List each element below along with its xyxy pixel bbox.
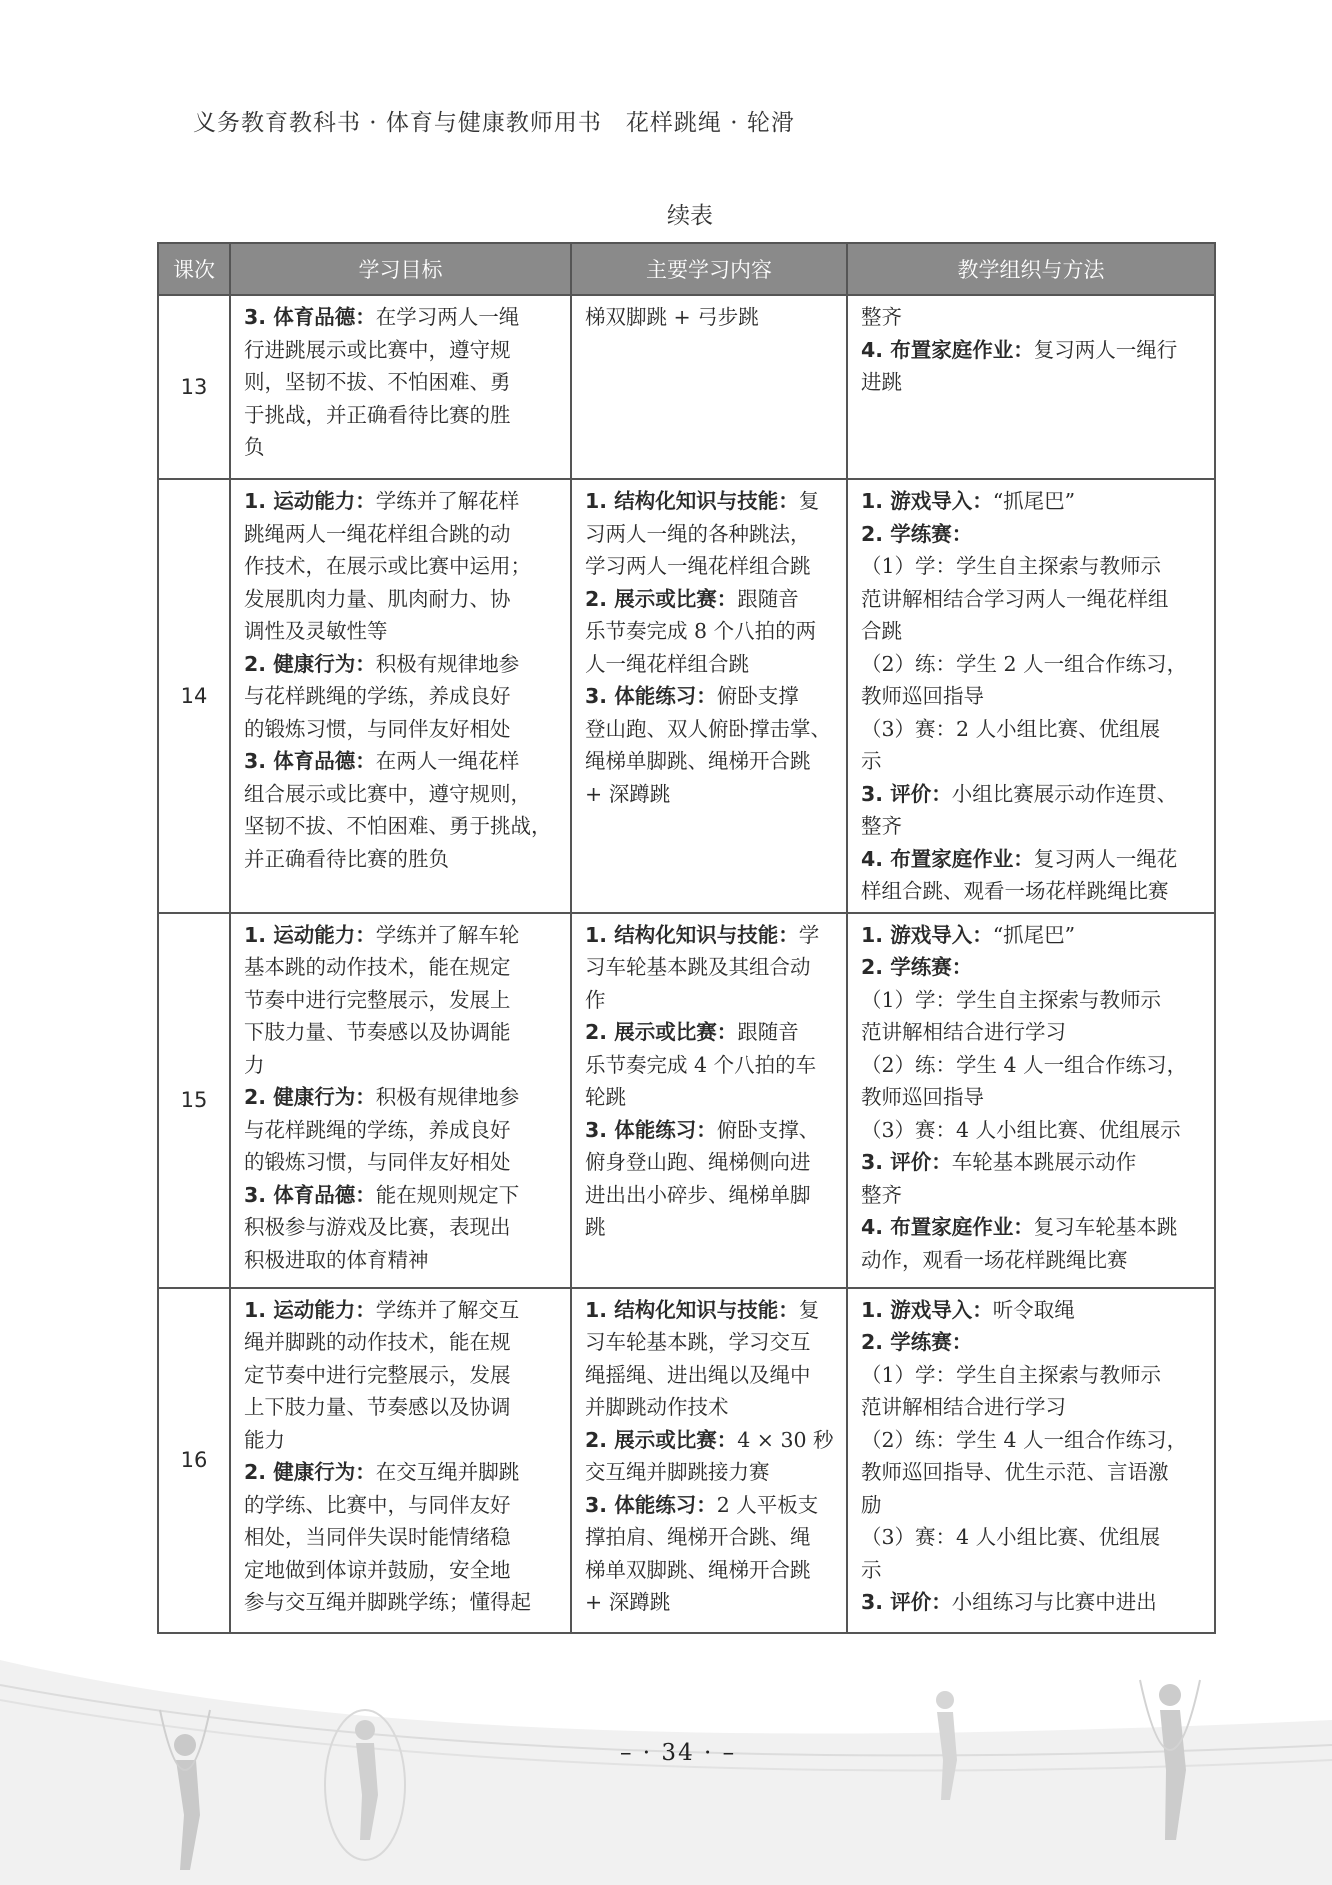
text-segment: 能在规则规定下: [375, 1182, 520, 1207]
keyword-label: 2. 展示或比赛：: [585, 1020, 738, 1044]
cell-line: [585, 1521, 836, 1554]
cell-line: [244, 1244, 560, 1277]
cell-line: [244, 550, 560, 583]
text-segment: 乐节奏完成 8 个八拍的两: [585, 619, 817, 643]
text-segment: 习两人一绳的各种跳法，: [585, 521, 811, 546]
keyword-label: 1. 运动能力：: [244, 1297, 376, 1322]
cell-line: [244, 1489, 560, 1522]
keyword-label: 1. 游戏导入：: [861, 489, 993, 513]
cell-line: [244, 984, 560, 1017]
cell-line: [861, 1211, 1204, 1244]
cell-line: [861, 615, 1204, 648]
cell-line: [585, 648, 836, 681]
text-segment: （2）练：学生 4 人一组合作练习，: [861, 1052, 1188, 1077]
cell-line: [861, 1391, 1204, 1424]
cell-line: [244, 334, 560, 367]
text-segment: 车轮基本跳展示动作: [951, 1150, 1137, 1174]
cell-line: [861, 810, 1204, 843]
cell-line: [244, 1211, 560, 1244]
cell-line: [861, 1179, 1204, 1212]
keyword-label: 1. 运动能力：: [244, 489, 376, 513]
cell-line: [244, 810, 560, 843]
cell-line: [861, 648, 1204, 681]
cell-line: [244, 745, 560, 778]
text-segment: 乐节奏完成 4 个八拍的车: [585, 1052, 817, 1077]
table-caption: 续表: [667, 203, 713, 229]
table-row: [158, 295, 1215, 479]
cell-line: [585, 1179, 836, 1212]
text-segment: 上下肢力量、节奏感以及协调: [244, 1395, 511, 1419]
cell-line: [244, 680, 560, 713]
cell-line: [861, 984, 1204, 1017]
methods-cell: [847, 295, 1215, 479]
keyword-label: 2. 健康行为：: [244, 1085, 376, 1109]
cell-line: [585, 1146, 836, 1179]
cell-line: [861, 1244, 1204, 1277]
cell-line: [244, 1391, 560, 1424]
keyword-label: 3. 评价：: [861, 1150, 952, 1174]
cell-line: [585, 1211, 836, 1244]
content-cell: [571, 913, 847, 1288]
cell-line: [585, 1016, 836, 1049]
text-segment: 学练并了解车轮: [375, 922, 520, 947]
cell-line: [585, 583, 836, 616]
text-segment: 与花样跳绳的学练，养成良好: [244, 684, 511, 708]
text-segment: 学练并了解交互: [375, 1297, 520, 1322]
running-header: 义务教育教科书 · 体育与健康教师用书 花样跳绳 · 轮滑: [193, 110, 795, 136]
text-segment: 梯单双脚跳、绳梯开合跳: [585, 1557, 811, 1582]
text-segment: 参与交互绳并脚跳学练；懂得起: [244, 1590, 531, 1614]
text-segment: 示: [861, 749, 882, 773]
text-segment: （2）练：学生 4 人一组合作练习，: [861, 1427, 1188, 1452]
cell-line: [244, 431, 560, 464]
keyword-label: 3. 体能练习：: [585, 1492, 717, 1517]
text-segment: 范讲解相结合学习两人一绳花样组: [861, 586, 1169, 611]
cell-line: [244, 1326, 560, 1359]
text-segment: 与花样跳绳的学练，养成良好: [244, 1117, 511, 1142]
text-segment: 教师巡回指导、优生示范、言语激: [861, 1460, 1169, 1484]
content-cell: [571, 1288, 847, 1633]
lesson-number: 14: [158, 479, 230, 913]
text-segment: 学: [798, 922, 820, 947]
keyword-label: 1. 游戏导入：: [861, 1297, 993, 1322]
content-cell: [571, 295, 847, 479]
text-segment: 绳摇绳、进出绳以及绳中: [585, 1362, 811, 1387]
cell-line: [585, 1424, 836, 1457]
cell-line: [861, 713, 1204, 746]
table-row: [158, 913, 1215, 1288]
keyword-label: 1. 结构化知识与技能：: [585, 489, 799, 513]
text-segment: 于挑战，并正确看待比赛的胜: [244, 402, 511, 427]
text-segment: 整齐: [861, 305, 902, 329]
cell-line: [861, 1359, 1204, 1392]
cell-line: [244, 366, 560, 399]
lesson-number: 15: [158, 913, 230, 1288]
table-row: [158, 479, 1215, 913]
cell-line: [861, 583, 1204, 616]
cell-line: [244, 1016, 560, 1049]
cell-line: [861, 1081, 1204, 1114]
text-segment: “抓尾巴”: [992, 922, 1076, 947]
cell-line: [244, 843, 560, 876]
text-segment: 调性及灵敏性等: [244, 619, 388, 643]
text-segment: 作: [585, 987, 606, 1012]
text-segment: 节奏中进行完整展示，发展上: [244, 987, 511, 1012]
text-segment: 的锻炼习惯，与同伴友好相处: [244, 1150, 511, 1174]
cell-line: [244, 1294, 560, 1327]
text-segment: 撑拍肩、绳梯开合跳、绳: [585, 1525, 811, 1549]
text-segment: 进跳: [861, 370, 902, 394]
keyword-label: 3. 体能练习：: [585, 684, 717, 708]
text-segment: 习车轮基本跳，学习交互: [585, 1330, 811, 1354]
cell-line: [585, 919, 836, 952]
keyword-label: 4. 布置家庭作业：: [861, 846, 1034, 871]
cell-line: [861, 1294, 1204, 1327]
cell-line: [585, 301, 836, 334]
methods-cell: [847, 913, 1215, 1288]
cell-line: [861, 1016, 1204, 1049]
text-segment: 学练并了解花样: [375, 489, 520, 513]
column-header: 课次: [158, 243, 230, 295]
cell-line: [244, 518, 560, 551]
cell-line: [861, 778, 1204, 811]
text-segment: + 深蹲跳: [585, 1590, 671, 1614]
text-segment: 跳绳两人一绳花样组合跳的动: [244, 521, 511, 546]
cell-line: [585, 1294, 836, 1327]
text-segment: 教师巡回指导: [861, 1085, 984, 1109]
text-segment: 样组合跳、观看一场花样跳绳比赛: [861, 879, 1169, 903]
cell-line: [861, 550, 1204, 583]
cell-line: [244, 713, 560, 746]
text-segment: 跳: [585, 1215, 606, 1239]
cell-line: [244, 1049, 560, 1082]
text-segment: 整齐: [861, 1182, 902, 1207]
cell-line: [585, 518, 836, 551]
text-segment: + 深蹲跳: [585, 781, 671, 806]
cell-line: [861, 1146, 1204, 1179]
cell-line: [244, 1114, 560, 1147]
keyword-label: 3. 评价：: [861, 1590, 952, 1614]
cell-line: [585, 550, 836, 583]
keyword-label: 4. 布置家庭作业：: [861, 337, 1034, 362]
text-segment: 人一绳花样组合跳: [585, 651, 749, 676]
text-segment: 复习两人一绳花: [1033, 846, 1178, 871]
text-segment: 相处，当同伴失误时能情绪稳: [244, 1525, 511, 1549]
text-segment: 范讲解相结合进行学习: [861, 1395, 1066, 1419]
methods-cell: [847, 479, 1215, 913]
keyword-label: 1. 结构化知识与技能：: [585, 1297, 799, 1322]
cell-line: [244, 583, 560, 616]
text-segment: （2）练：学生 2 人一组合作练习，: [861, 651, 1188, 676]
text-segment: 复: [798, 1297, 820, 1322]
text-segment: 绳并脚跳的动作技术，能在规: [244, 1330, 511, 1354]
goals-cell: [230, 1288, 571, 1633]
keyword-label: 3. 体育品德：: [244, 749, 376, 773]
text-segment: 负: [244, 435, 265, 459]
cell-line: [244, 919, 560, 952]
table-row: [158, 1288, 1215, 1633]
text-segment: 4 × 30 秒: [737, 1427, 834, 1452]
text-segment: 积极参与游戏及比赛，表现出: [244, 1215, 511, 1239]
cell-line: [861, 1554, 1204, 1587]
text-segment: 基本跳的动作技术，能在规定: [244, 955, 511, 979]
text-segment: 的学练、比赛中，与同伴友好: [244, 1492, 511, 1517]
cell-line: [585, 713, 836, 746]
cell-line: [585, 745, 836, 778]
text-segment: 发展肌肉力量、肌肉耐力、协: [244, 586, 511, 611]
text-segment: 跟随音: [737, 586, 799, 611]
keyword-label: 3. 评价：: [861, 781, 952, 806]
keyword-label: 2. 学练赛：: [861, 955, 973, 979]
goals-cell: [230, 295, 571, 479]
cell-line: [244, 648, 560, 681]
cell-line: [861, 1456, 1204, 1489]
cell-line: [585, 485, 836, 518]
cell-line: [585, 615, 836, 648]
text-segment: 复习车轮基本跳: [1033, 1215, 1178, 1239]
cell-line: [585, 778, 836, 811]
text-segment: 俯卧支撑: [716, 684, 799, 708]
methods-cell: [847, 1288, 1215, 1633]
column-header: 主要学习内容: [571, 243, 847, 295]
text-segment: 积极有规律地参: [375, 651, 520, 676]
text-segment: 坚韧不拔、不怕困难、勇于挑战，: [244, 814, 552, 838]
text-segment: 力: [244, 1052, 265, 1077]
keyword-label: 2. 健康行为：: [244, 651, 376, 676]
text-segment: 习车轮基本跳及其组合动: [585, 955, 811, 979]
lesson-number: 13: [158, 295, 230, 479]
text-segment: 范讲解相结合进行学习: [861, 1020, 1066, 1044]
cell-line: [861, 366, 1204, 399]
text-segment: 进出出小碎步、绳梯单脚: [585, 1182, 811, 1207]
text-segment: 动作，观看一场花样跳绳比赛: [861, 1247, 1128, 1272]
text-segment: 小组练习与比赛中进出: [951, 1590, 1157, 1614]
cell-line: [244, 1424, 560, 1457]
cell-line: [244, 1146, 560, 1179]
text-segment: 组合展示或比赛中，遵守规则，: [244, 781, 531, 806]
lesson-number: 16: [158, 1288, 230, 1633]
text-segment: 整齐: [861, 814, 902, 838]
text-segment: （1）学：学生自主探索与教师示: [861, 1362, 1162, 1387]
cell-line: [861, 1049, 1204, 1082]
keyword-label: 3. 体能练习：: [585, 1117, 717, 1142]
keyword-label: 2. 学练赛：: [861, 521, 973, 546]
text-segment: （3）赛：2 人小组比赛、优组展: [861, 716, 1161, 741]
cell-line: [861, 334, 1204, 367]
cell-line: [861, 485, 1204, 518]
table-body: [158, 295, 1215, 1633]
cell-line: [585, 1359, 836, 1392]
cell-line: [861, 301, 1204, 334]
text-segment: 登山跑、双人俯卧撑击掌、: [585, 716, 831, 741]
text-segment: 听令取绳: [992, 1297, 1075, 1322]
cell-line: [861, 843, 1204, 876]
text-segment: 复习两人一绳行: [1033, 337, 1178, 362]
text-segment: 复: [798, 489, 820, 513]
text-segment: 励: [861, 1492, 882, 1517]
cell-line: [585, 1326, 836, 1359]
text-segment: 2 人平板支: [716, 1492, 819, 1517]
text-segment: 积极有规律地参: [375, 1085, 520, 1109]
goals-cell: [230, 913, 571, 1288]
cell-line: [861, 1424, 1204, 1457]
text-segment: “抓尾巴”: [992, 489, 1076, 513]
cell-line: [244, 951, 560, 984]
text-segment: 小组比赛展示动作连贯、: [951, 781, 1178, 806]
table-header-row: [158, 243, 1215, 295]
content-cell: [571, 479, 847, 913]
text-segment: 能力: [244, 1427, 285, 1452]
cell-line: [585, 1554, 836, 1587]
text-segment: 并脚跳动作技术: [585, 1395, 729, 1419]
cell-line: [861, 1521, 1204, 1554]
cell-line: [585, 1114, 836, 1147]
cell-line: [861, 875, 1204, 908]
cell-line: [861, 1326, 1204, 1359]
text-segment: 教师巡回指导: [861, 684, 984, 708]
text-segment: 示: [861, 1557, 882, 1582]
text-segment: 交互绳并脚跳接力赛: [585, 1460, 770, 1484]
cell-line: [244, 615, 560, 648]
keyword-label: 2. 学练赛：: [861, 1330, 973, 1354]
text-segment: （1）学：学生自主探索与教师示: [861, 987, 1162, 1012]
text-segment: 下肢力量、节奏感以及协调能: [244, 1020, 511, 1044]
cell-line: [585, 1456, 836, 1489]
cell-line: [585, 951, 836, 984]
cell-line: [861, 745, 1204, 778]
cell-line: [244, 1081, 560, 1114]
cell-line: [861, 680, 1204, 713]
text-segment: 俯卧支撑、: [716, 1117, 820, 1142]
text-segment: 并正确看待比赛的胜负: [244, 846, 449, 871]
text-segment: 跟随音: [737, 1020, 799, 1044]
cell-line: [585, 1081, 836, 1114]
cell-line: [585, 1489, 836, 1522]
cell-line: [585, 1391, 836, 1424]
cell-line: [861, 919, 1204, 952]
cell-line: [244, 1456, 560, 1489]
text-segment: 在两人一绳花样: [375, 749, 520, 773]
column-header: 教学组织与方法: [847, 243, 1215, 295]
cell-line: [244, 1521, 560, 1554]
text-segment: 作技术，在展示或比赛中运用；: [244, 554, 531, 578]
cell-line: [244, 1179, 560, 1212]
keyword-label: 1. 游戏导入：: [861, 922, 993, 947]
keyword-label: 2. 健康行为：: [244, 1460, 376, 1484]
cell-line: [585, 984, 836, 1017]
text-segment: 梯双脚跳 + 弓步跳: [585, 305, 759, 329]
cell-line: [861, 1114, 1204, 1147]
lesson-plan-table: [157, 242, 1216, 1634]
text-segment: 定节奏中进行完整展示，发展: [244, 1362, 511, 1387]
cell-line: [585, 680, 836, 713]
cell-line: [585, 1049, 836, 1082]
column-header: 学习目标: [230, 243, 571, 295]
keyword-label: 1. 结构化知识与技能：: [585, 922, 799, 947]
text-segment: 合跳: [861, 619, 902, 643]
text-segment: 绳梯单脚跳、绳梯开合跳: [585, 749, 811, 773]
goals-cell: [230, 479, 571, 913]
text-segment: 轮跳: [585, 1085, 626, 1109]
cell-line: [244, 485, 560, 518]
keyword-label: 2. 展示或比赛：: [585, 586, 738, 611]
page-number: – · 34 · –: [620, 1740, 737, 1766]
text-segment: 俯身登山跑、绳梯侧向进: [585, 1150, 811, 1174]
keyword-label: 4. 布置家庭作业：: [861, 1215, 1034, 1239]
text-segment: 积极进取的体育精神: [244, 1247, 429, 1272]
cell-line: [244, 1554, 560, 1587]
keyword-label: 3. 体育品德：: [244, 305, 376, 329]
text-segment: 行进跳展示或比赛中，遵守规: [244, 337, 511, 362]
text-segment: （3）赛：4 人小组比赛、优组展示: [861, 1117, 1181, 1142]
text-segment: 则，坚韧不拔、不怕困难、勇: [244, 370, 511, 394]
cell-line: [861, 518, 1204, 551]
text-segment: 定地做到体谅并鼓励，安全地: [244, 1557, 511, 1582]
cell-line: [244, 778, 560, 811]
keyword-label: 3. 体育品德：: [244, 1182, 376, 1207]
cell-line: [244, 301, 560, 334]
text-segment: 在学习两人一绳: [375, 305, 520, 329]
keyword-label: 1. 运动能力：: [244, 922, 376, 947]
text-segment: 在交互绳并脚跳: [375, 1460, 520, 1484]
text-segment: 的锻炼习惯，与同伴友好相处: [244, 716, 511, 741]
text-segment: 学习两人一绳花样组合跳: [585, 554, 811, 578]
text-segment: （3）赛：4 人小组比赛、优组展: [861, 1525, 1161, 1549]
text-segment: （1）学：学生自主探索与教师示: [861, 554, 1162, 578]
keyword-label: 2. 展示或比赛：: [585, 1427, 738, 1452]
cell-line: [244, 399, 560, 432]
cell-line: [861, 1489, 1204, 1522]
cell-line: [861, 951, 1204, 984]
cell-line: [244, 1359, 560, 1392]
